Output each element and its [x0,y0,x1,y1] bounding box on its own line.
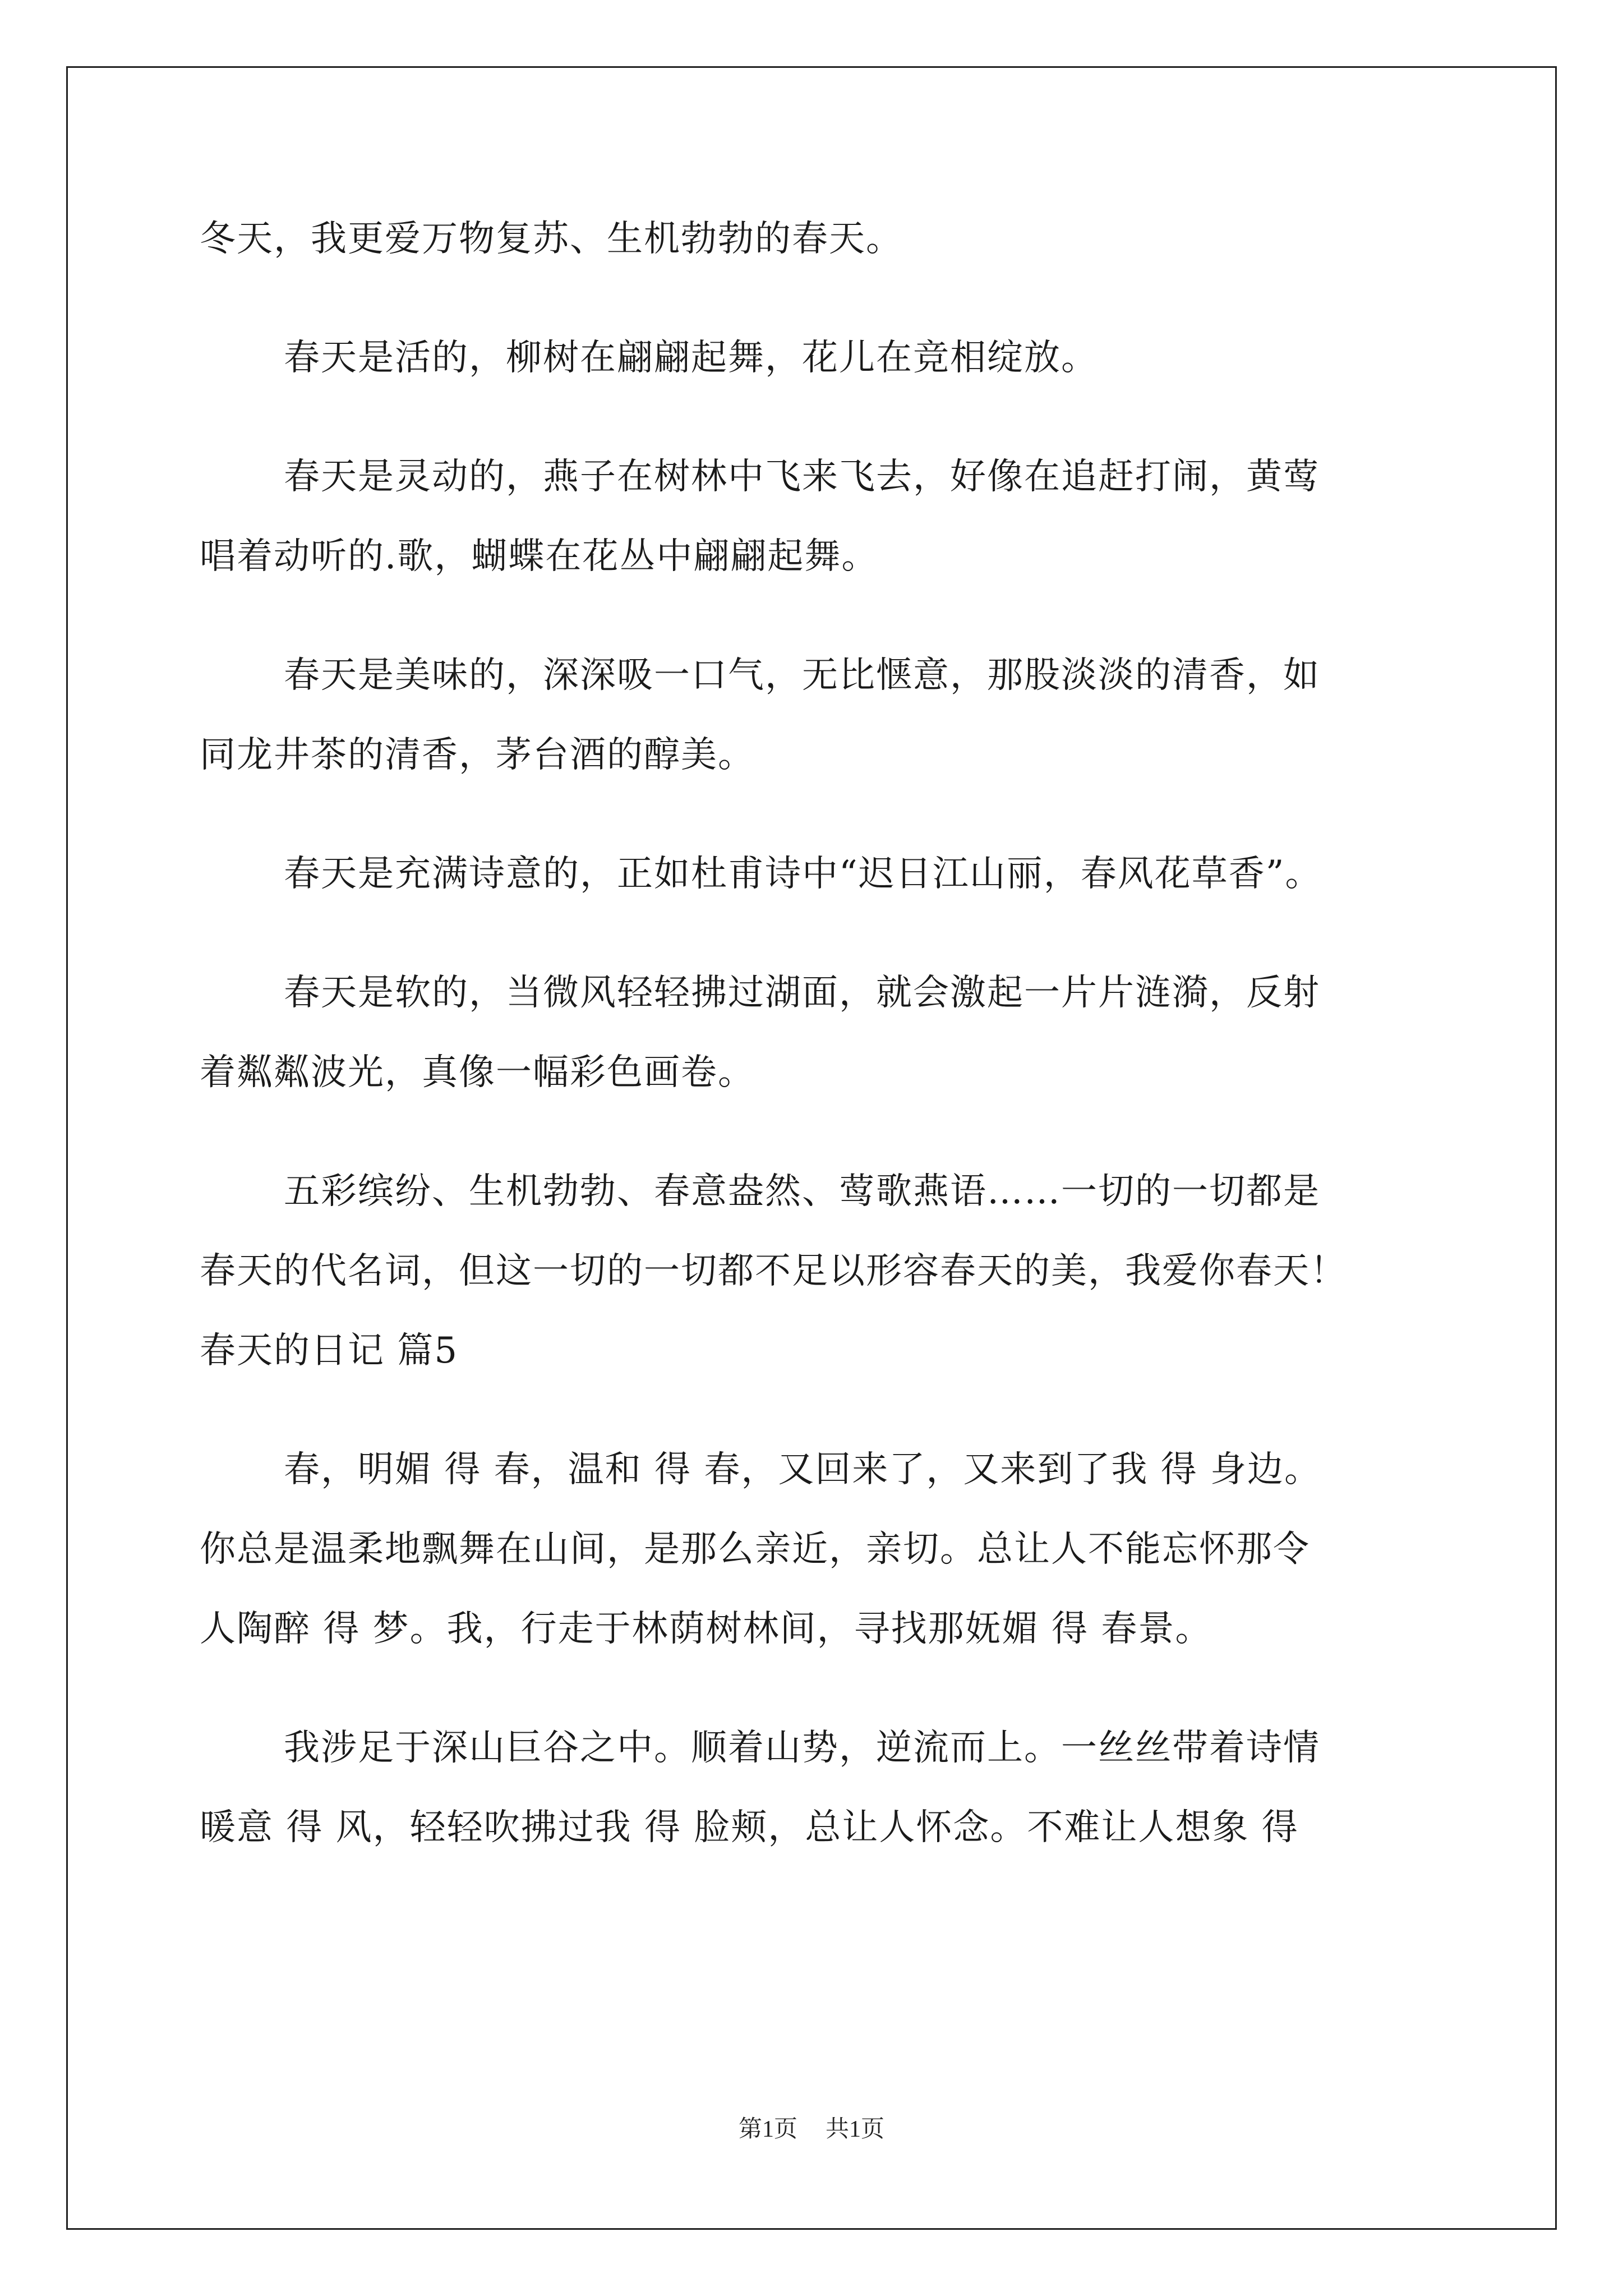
paragraph-line: 春天是活的，柳树在翩翩起舞，花儿在竞相绽放。 [284,337,1098,379]
section-heading: 春天的日记 篇5 [200,1330,459,1372]
text-line: 暖意 得 风，轻轻吹拂过我 得 脸颊，总让人怀念。不难让人想象 得 [200,1807,1299,1848]
text-line: 春天的代名词，但这一切的一切都不足以形容春天的美，我爱你春天！ [200,1250,1347,1292]
page-footer [0,2114,1623,2145]
paragraph-line: 春天是充满诗意的，正如杜甫诗中“迟日江山丽，春风花草香”。 [284,853,1322,895]
text-line: 人陶醉 得 梦。我，行走于林荫树林间，寻找那妩媚 得 春景。 [200,1608,1212,1650]
page-number: 第1页 [738,2116,797,2142]
page-total: 共1页 [826,2116,885,2142]
text-line: 着粼粼波光，真像一幅彩色画卷。 [200,1052,755,1093]
paragraph-line: 我涉足于深山巨谷之中。顺着山势，逆流而上。一丝丝带着诗情 [284,1727,1320,1769]
paragraph-line: 春，明媚 得 春，温和 得 春，又回来了，又来到了我 得 身边。 [284,1449,1322,1490]
paragraph-line: 春天是软的，当微风轻轻拂过湖面，就会激起一片片涟漪，反射 [284,972,1320,1014]
text-line: 冬天，我更爱万物复苏、生机勃勃的春天。 [200,218,903,260]
text-line: 唱着动听的.歌，蝴蝶在花丛中翩翩起舞。 [200,536,879,577]
paragraph-line: 春天是美味的，深深吸一口气，无比惬意，那股淡淡的清香，如 [284,655,1320,696]
text-line: 你总是温柔地飘舞在山间，是那么亲近，亲切。总让人不能忘怀那令 [200,1529,1310,1570]
paragraph-line: 五彩缤纷、生机勃勃、春意盎然、莺歌燕语……一切的一切都是 [284,1171,1320,1212]
document-body [200,208,1428,1859]
paragraph-line: 春天是灵动的，燕子在树林中飞来飞去，好像在追赶打闹，黄莺 [284,456,1320,498]
text-line: 同龙井茶的清香，茅台酒的醇美。 [200,734,755,776]
